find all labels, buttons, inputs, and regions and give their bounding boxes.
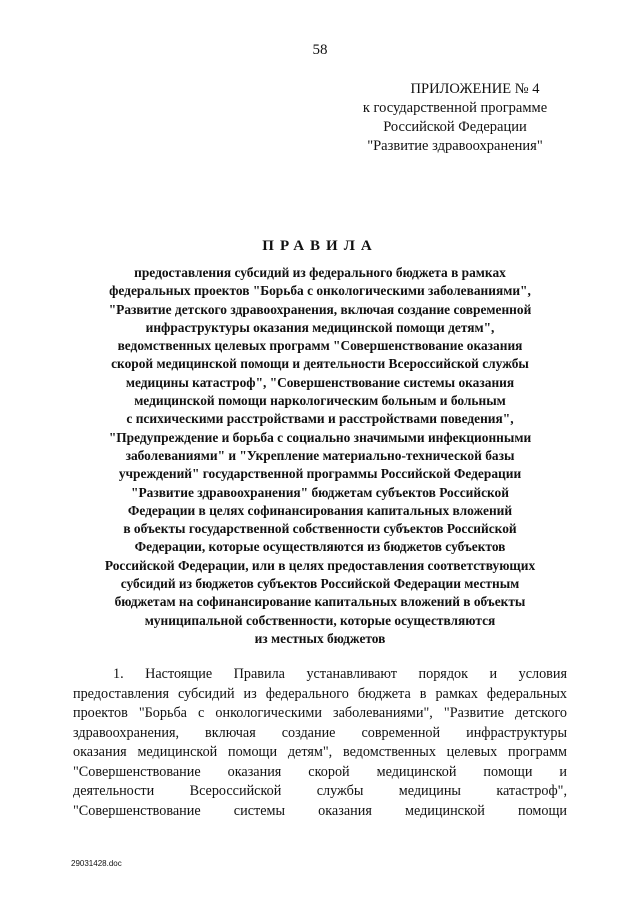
body-line: 1. Настоящие Правила устанавливают порядок и условия xyxy=(113,666,567,682)
rules-title-line: в объекты государственной собственности субъектов Российской xyxy=(123,521,517,537)
rules-title-line: инфраструктуры оказания медицинской помощи детям", xyxy=(145,319,495,335)
rules-title-line: Российской Федерации, или в целях предоставления соответствующих xyxy=(104,557,536,573)
rules-title-line: с психическими расстройствами и расстройствами поведения", xyxy=(126,411,514,427)
body-line: деятельности Всероссийской службы медицины катастроф", xyxy=(73,783,567,799)
rules-title-line: "Развитие здравоохранения" бюджетам субъектов Российской xyxy=(131,484,509,500)
body-line: проектов "Борьба с онкологическими заболеваниями", "Развитие детского xyxy=(73,705,567,721)
body-line: предоставления субсидий из федерального бюджета в рамках федеральных xyxy=(73,685,567,702)
file-reference: 29031428.doc xyxy=(71,859,122,868)
rules-title-line: "Предупреждение и борьба с социально значимыми инфекционными xyxy=(108,429,532,445)
rules-title-line: "Развитие детского здравоохранения, включая создание современной xyxy=(108,301,532,317)
rules-title-line: ведомственных целевых программ "Совершенствование оказания xyxy=(117,338,523,354)
page-number: 58 xyxy=(312,42,328,58)
body-line: здравоохранения, включая создание современной инфраструктуры xyxy=(73,724,567,741)
rules-title-line: предоставления субсидий из федерального бюджета в рамках xyxy=(134,265,506,280)
rules-title-line: муниципальной собственности, которые осуществляются xyxy=(144,612,496,628)
rules-title-line: заболеваниями" и "Укрепление материально-технической базы xyxy=(125,447,515,463)
rules-title-line: медицинской помощи наркологическим больным и больным xyxy=(134,393,506,409)
annex-title: ПРИЛОЖЕНИЕ № 4 xyxy=(410,81,540,97)
annex-line: "Развитие здравоохранения" xyxy=(367,138,543,154)
annex-block xyxy=(340,80,570,156)
rules-title-line: Федерации в целях софинансирования капитальных вложений xyxy=(127,502,513,518)
rules-title-line: учреждений" государственной программы Российской Федерации xyxy=(118,466,522,482)
rules-title-line: медицины катастроф", "Совершенствование системы оказания xyxy=(125,374,515,390)
body-line: оказания медицинской помощи детям", ведомственных целевых программ xyxy=(73,744,567,760)
rules-title-line: федеральных проектов "Борьба с онкологическими заболеваниями", xyxy=(109,283,531,299)
rules-title-line: субсидий из бюджетов субъектов Российской Федерации местным xyxy=(120,576,520,592)
body-line: "Совершенствование системы оказания медицинской помощи xyxy=(73,802,567,819)
rules-heading: ПРАВИЛА xyxy=(262,238,378,254)
rules-title-line: из местных бюджетов xyxy=(254,630,386,646)
annex-line: к государственной программе xyxy=(362,100,548,116)
rules-title-line: скорой медицинской помощи и деятельности Всероссийской службы xyxy=(111,356,529,372)
rules-title-line: бюджетам на софинансирование капитальных вложений в объекты xyxy=(114,594,526,610)
rules-title xyxy=(50,264,590,648)
body-line: "Совершенствование оказания скорой медицинской помощи и xyxy=(73,763,567,780)
body-paragraph xyxy=(73,665,567,821)
annex-line: Российской Федерации xyxy=(383,119,527,135)
rules-title-line: Федерации, которые осуществляются из бюджетов субъектов xyxy=(134,539,506,555)
